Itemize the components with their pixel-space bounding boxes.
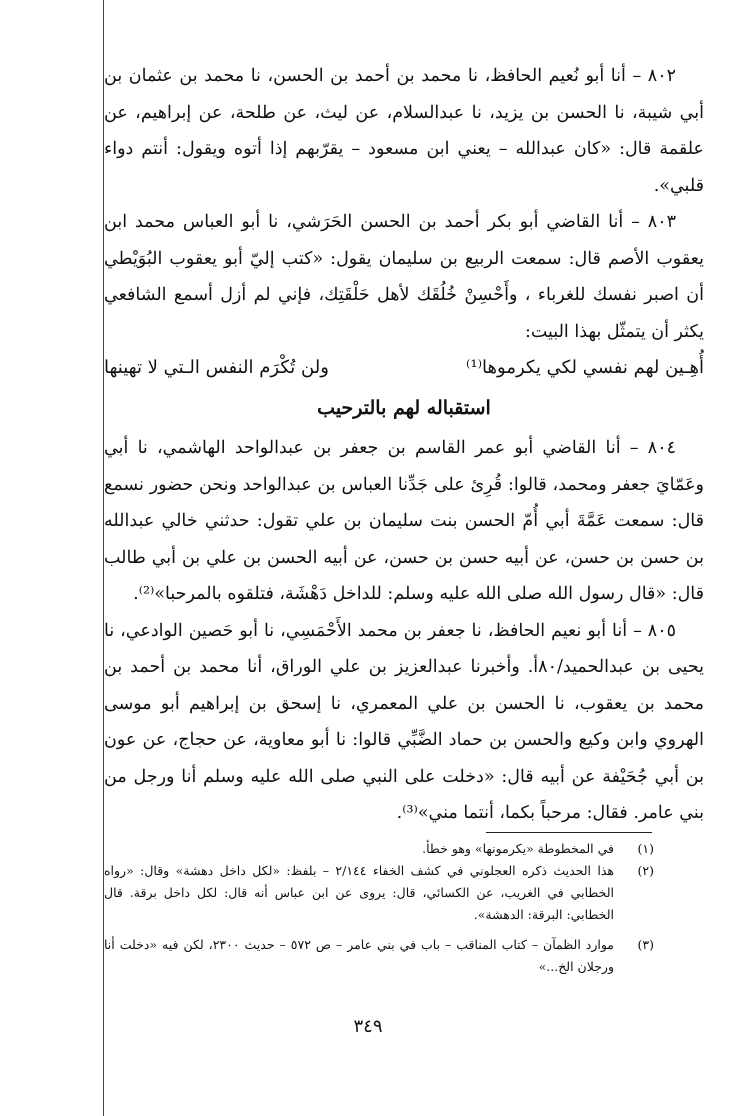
paragraph-803: ٨٠٣ – أنا القاضي أبو بكر أحمد بن الحسن الحَرَشي، نا أبو العباس محمد ابن يعقوب الأصم قال: سمعت الربيع بن سليمان يقول: «كتب إليّ أبو يعقوب البُوَيْطي أن اصبر نفسك للغرباء ، وأَحْسِنْ خُلُقَك لأهل حَلْقَتِك، فإني لم أزل أسمع الشافعي يكثر أن يتمثّل بهذا البيت: [104,212,704,342]
verse-first-hemistich: أُهِـين لهم نفسي لكي يكرموها⁽¹⁾ [465,357,704,378]
footnote-number: (١) [637,841,654,856]
paragraph-802: ٨٠٢ – أنا أبو نُعيم الحافظ، نا محمد بن أحمد بن الحسن، نا محمد بن عثمان بن أبي شيبة، نا الحسن بن يزيد، نا عبدالسلام، عن ليث، عن طلحة، عن إبراهيم، عن علقمة قال: «كان عبدالله – يعني ابن مسعود – يقرّبهم إذا أتوه ويقول: أنتم دواء قلبي». [104,66,704,196]
footnote-number: (٢) [637,863,654,878]
poetry-verse [104,350,704,386]
main-text [104,58,704,832]
footnote-3 [104,934,654,978]
page-number: ٣٤٩ [353,1016,383,1037]
footnote-number: (٣) [637,937,654,952]
footnote-text: موارد الظمآن – كتاب المناقب – باب في بني عامر – ص ٥٧٢ – حديث ٢٣٠٠، لكن فيه «دخلت أنا ورجلان الخ...» [104,937,615,974]
footnote-2 [104,860,654,926]
section-heading: استقباله لهم بالترحيب [317,397,491,419]
footnote-separator [486,832,652,833]
paragraph-805: ٨٠٥ – أنا أبو نعيم الحافظ، نا جعفر بن محمد الأَحْمَسِي، نا أبو حَصين الوادعي، نا يحيى بن عبدالحميد/٨٠أ. وأخبرنا عبدالعزيز بن علي الوراق، أنا محمد بن أحمد بن محمد بن يعقوب، نا الحسن بن علي المعمري، نا إسحق بن إبراهيم أبو موسى الهروي وابن وكيع والحسن بن حماد الضَّبِّي قالوا: نا أبو معاوية، عن حجاج، عن عون بن أبي جُحَيْفة عن أبيه قال: «دخلت على النبي صلى الله عليه وسلم أنا ورجل من بني عامر. فقال: مرحباً بكما، أنتما مني»⁽³⁾. [104,620,704,823]
footnote-text: هذا الحديث ذكره العجلوني في كشف الخفاء ٢/١٤٤ – بلفظ: «لكل داخل دهشة» وقال: «رواه الخطابي في الغريب، عن الكسائي، قال: يروى عن ابن عباس أنه قال: لكل داخل برقة. قال الخطابي: البرقة: الدهشة». [104,863,614,922]
footnote-text: في المخطوطة «يكرمونها» وهو خطأ. [422,841,614,856]
paragraph-804: ٨٠٤ – أنا القاضي أبو عمر القاسم بن جعفر بن عبدالواحد الهاشمي، نا أبي وعَمّايَ جعفر ومحمد، قالوا: قُرِئ على جَدِّنا العباس بن عبدالواحد ونحن حضور نسمع قال: سمعت عَمَّةَ أبي أُمّ الحسن بنت سليمان بن علي تقول: حدثني خالي عبدالله بن حسن بن حسن، عن أبيه حسن بن حسن، عن أبيه الحسن بن علي بن أبي طالب قال: «قال رسول الله صلى الله عليه وسلم: للداخل دَهْشَة، فتلقوه بالمرحبا»⁽²⁾. [104,438,704,604]
verse-second-hemistich: ولن تُكْرَم النفس الـتي لا تهينها [104,357,329,378]
footnotes [104,838,654,978]
footnote-1 [104,838,654,860]
